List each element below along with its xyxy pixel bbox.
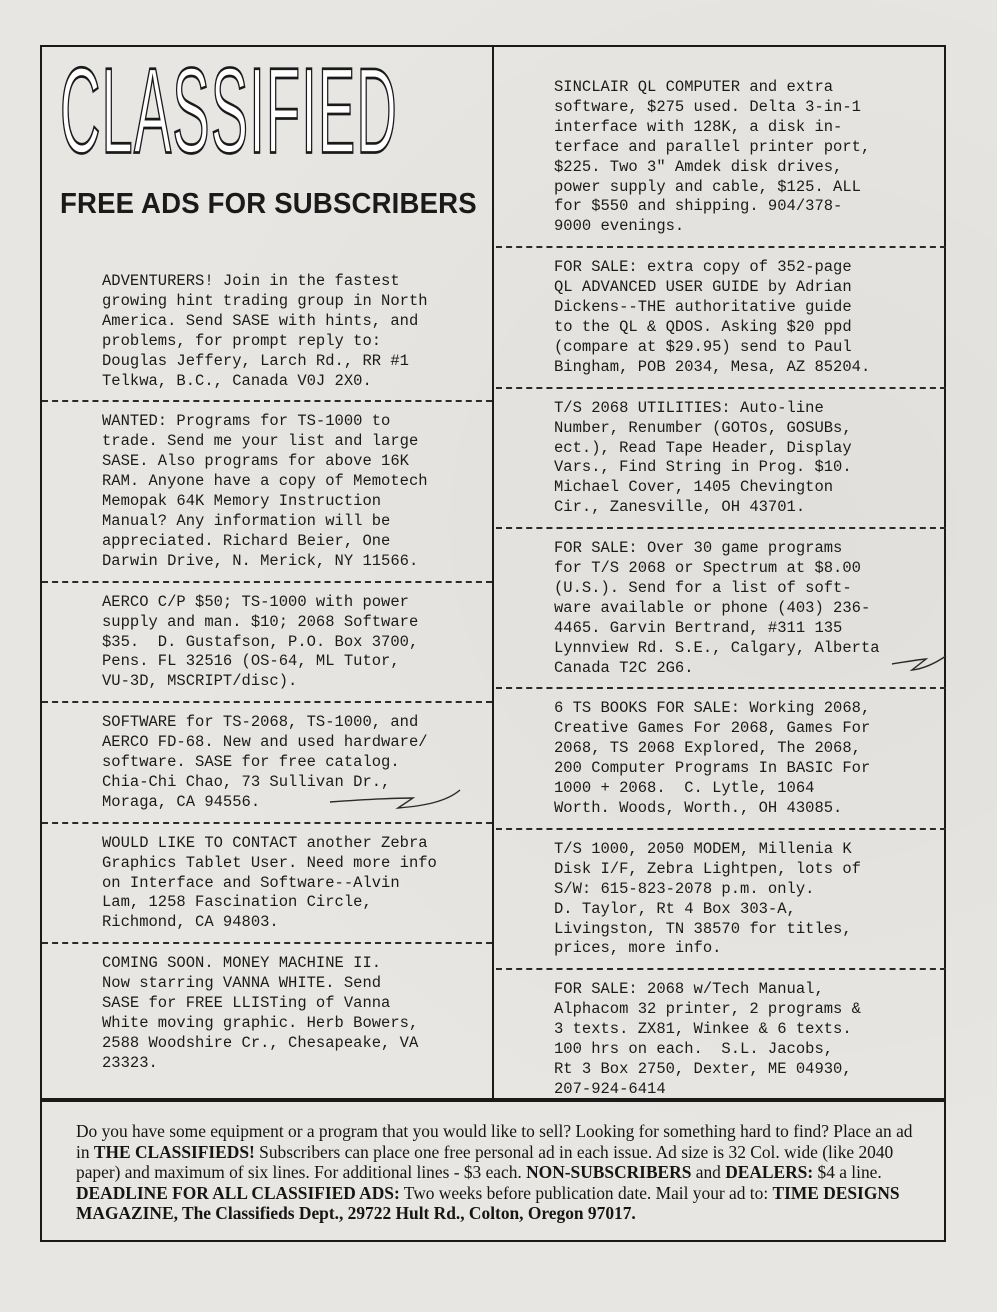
- dashed-divider: [496, 527, 946, 529]
- footer-bold-text: TIME DESIGNS MAGAZINE, The Classifieds Dept., 29722 Hult Rd., Colton, Oregon 97017.: [76, 1182, 900, 1224]
- page-subtitle: FREE ADS FOR SUBSCRIBERS: [60, 188, 477, 220]
- classified-ad: WANTED: Programs for TS-1000 to trade. Send me your list and large SASE. Also programs for above 16K RAM. Anyone have a copy of Memotech Memopak 64K Memory Instruction Manual? Any information will be appreciated. Richard Beier, One Darwin Drive, N. Merick, NY 11566.: [102, 412, 428, 570]
- classified-ad: FOR SALE: extra copy of 352-page QL ADVANCED USER GUIDE by Adrian Dickens--THE authoritative guide to the QL & QDOS. Asking $20 ppd (compare at $29.95) send to Paul Bingham, POB 2034, Mesa, AZ 85204.: [554, 258, 871, 376]
- footer-bold-text: DEADLINE FOR ALL CLASSIFIED ADS:: [76, 1182, 400, 1203]
- submission-info-box: [40, 1100, 946, 1242]
- footer-bold-text: THE CLASSIFIEDS!: [93, 1141, 255, 1162]
- classified-ad: SINCLAIR QL COMPUTER and extra software, $275 used. Delta 3-in-1 interface with 128K, a disk in- terface and parallel printer port, $225. Two 3" Amdek disk drives, power supply and cable, $125. ALL for $550 and shipping. 904/378- 9000 evenings.: [554, 78, 871, 236]
- dashed-divider: [496, 968, 946, 970]
- dashed-divider: [42, 822, 492, 824]
- dashed-divider: [496, 687, 946, 689]
- footer-bold-text: NON-SUBSCRIBERS: [526, 1162, 692, 1183]
- page-title: CLASSIFIED: [60, 42, 398, 180]
- dashed-divider: [496, 246, 946, 248]
- footer-text: and: [691, 1162, 726, 1183]
- dashed-divider: [42, 942, 492, 944]
- left-column: [42, 272, 492, 1074]
- classified-ad: FOR SALE: Over 30 game programs for T/S 2068 or Spectrum at $8.00 (U.S.). Send for a list of soft- ware available or phone (403) 236- 4465. Garvin Bertrand, #311 135 Lynnview Rd. S.E., Calgary, Alberta Canada T2C 2G6.: [554, 539, 880, 677]
- classified-ad: ADVENTURERS! Join in the fastest growing hint trading group in North America. Send SASE with hints, and problems, for prompt reply to: Douglas Jeffery, Larch Rd., RR #1 Telkwa, B.C., Canada V0J 2X0.: [102, 272, 428, 390]
- classified-ad: AERCO C/P $50; TS-1000 with power supply and man. $10; 2068 Software $35. D. Gustafson, P.O. Box 3700, Pens. FL 32516 (OS-64, ML Tutor, VU-3D, MSCRIPT/disc).: [102, 592, 419, 691]
- classified-ad: T/S 1000, 2050 MODEM, Millenia K Disk I/F, Zebra Lightpen, lots of S/W: 615-823-2078 p.m. only. D. Taylor, Rt 4 Box 303-A, Livingston, TN 38570 for titles, prices, more info.: [554, 839, 861, 958]
- column-divider: [492, 45, 494, 1100]
- classified-ad: T/S 2068 UTILITIES: Auto-line Number, Renumber (GOTOs, GOSUBs, ect.), Read Tape Header, Display Vars., Find String in Prog. $10. Michael Cover, 1405 Chevington Cir., Zanesville, OH 43701.: [554, 398, 852, 517]
- classified-ad: WOULD LIKE TO CONTACT another Zebra Graphics Tablet User. Need more info on Interface and Software--Alvin Lam, 1258 Fascination Circle, Richmond, CA 94803.: [102, 833, 437, 932]
- footer-text: Do you have some equipment or a program that you would like to sell? Looking for something hard to find? Place an ad in: [76, 1121, 913, 1162]
- pen-scribble: [890, 650, 950, 678]
- right-column: [496, 78, 946, 1100]
- classified-ad: COMING SOON. MONEY MACHINE II. Now starring VANNA WHITE. Send SASE for FREE LLISTing of Vanna White moving graphic. Herb Bowers, 2588 Woodshire Cr., Chesapeake, VA 23323.: [102, 954, 419, 1072]
- dashed-divider: [496, 828, 946, 830]
- classified-ad: 6 TS BOOKS FOR SALE: Working 2068, Creative Games For 2068, Games For 2068, TS 2068 Explored, The 2068, 200 Computer Programs In BASIC For 1000 + 2068. C. Lytle, 1064 Worth. Woods, Worth., OH 43085.: [554, 699, 871, 817]
- dashed-divider: [42, 701, 492, 703]
- footer-text: $4 a line.: [813, 1162, 882, 1183]
- pen-scribble: [328, 786, 468, 814]
- dashed-divider: [42, 400, 492, 402]
- footer-bold-text: DEALERS:: [725, 1162, 814, 1183]
- footer-text: Subscribers can place one free personal ad in each issue. Ad size is 32 Col. wide (like 2040 paper) and maximum of six lines. For additional lines - $3 each.: [76, 1141, 894, 1183]
- classified-header: [60, 42, 480, 220]
- dashed-divider: [42, 581, 492, 583]
- dashed-divider: [496, 387, 946, 389]
- footer-text: Two weeks before publication date. Mail your ad to:: [399, 1182, 773, 1203]
- classified-ad: FOR SALE: 2068 w/Tech Manual, Alphacom 32 printer, 2 programs & 3 texts. ZX81, Winkee & 6 texts. 100 hrs on each. S.L. Jacobs, Rt 3 Box 2750, Dexter, ME 04930, 207-924-6414: [554, 980, 861, 1098]
- classified-ad: SOFTWARE for TS-2068, TS-1000, and AERCO FD-68. New and used hardware/ software. SASE for free catalog. Chia-Chi Chao, 73 Sullivan Dr., Moraga, CA 94556.: [102, 713, 428, 811]
